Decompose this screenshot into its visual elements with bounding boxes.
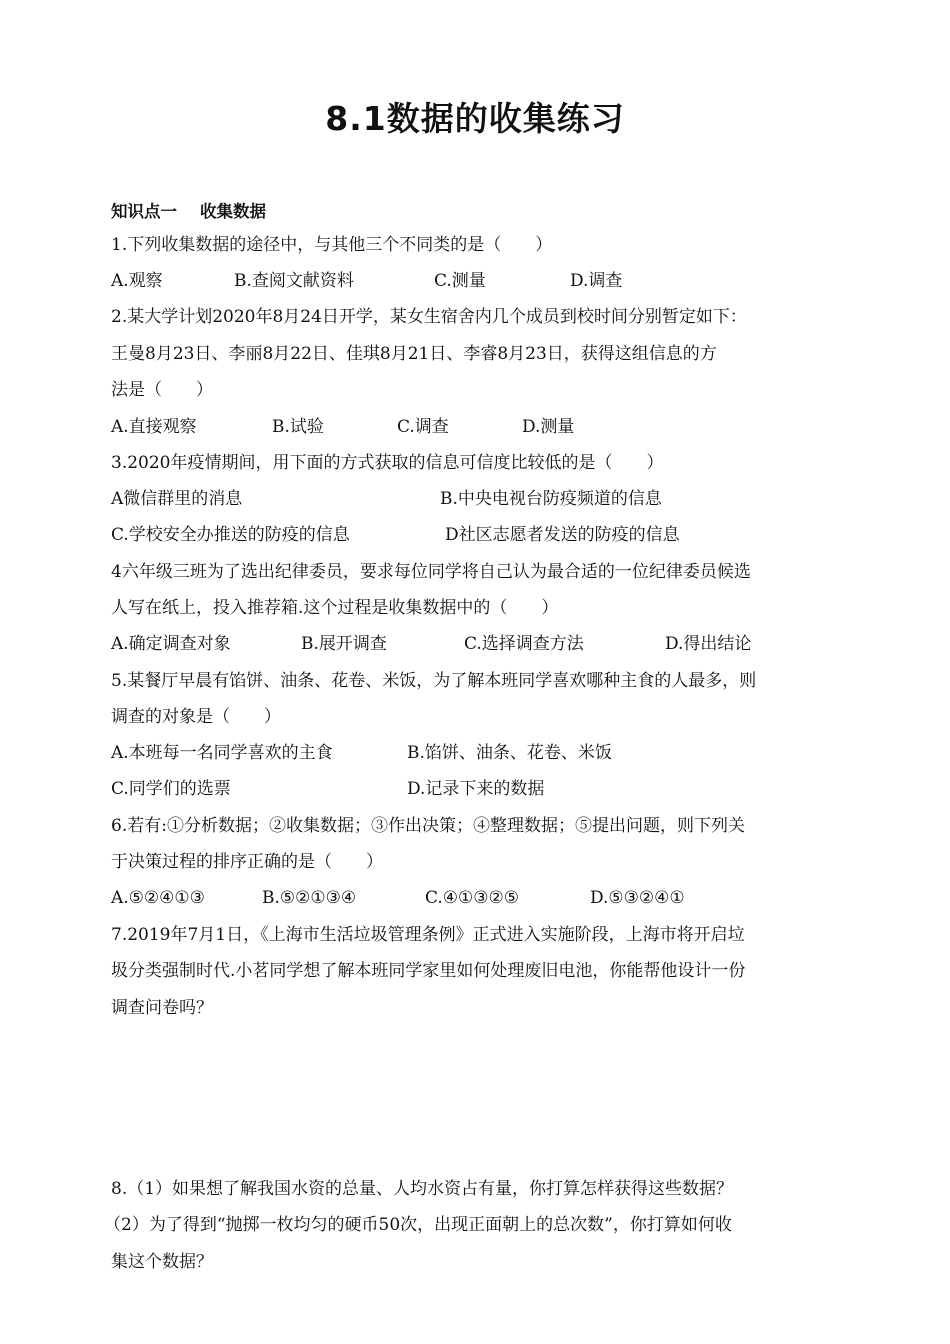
question-2-line-2: 王曼8月23日、李丽8月22日、佳琪8月21日、李睿8月23日，获得这组信息的方 [111,344,717,364]
question-1-stem: 1.下列收集数据的途径中，与其他三个不同类的是（ ） [111,235,553,255]
q4-option-d: D.得出结论 [665,634,752,654]
q2-option-a: A.直接观察 [111,417,197,437]
q1-option-c: C.测量 [434,271,486,291]
question-6-line-2: 于决策过程的排序正确的是（ ） [111,852,383,872]
question-4-line-2: 人写在纸上，投入推荐箱.这个过程是收集数据中的（ ） [111,598,559,618]
question-8-line-1: 8.（1）如果想了解我国水资的总量、人均水资占有量，你打算怎样获得这些数据？ [111,1179,734,1199]
page-title: 8.1数据的收集练习 [325,99,625,138]
question-7-line-2: 圾分类强制时代.小茗同学想了解本班同学家里如何处理废旧电池，你能帮他设计一份 [111,961,746,981]
question-2-line-1: 2.某大学计划2020年8月24日开学，某女生宿舍内几个成员到校时间分别暂定如下： [111,307,747,327]
q2-option-b: B.试验 [272,417,324,437]
q3-option-b: B.中央电视台防疫频道的信息 [440,489,662,509]
q2-option-d: D.测量 [522,417,575,437]
q3-option-d: D社区志愿者发送的防疫的信息 [445,525,680,545]
question-6-line-1: 6.若有:①分析数据；②收集数据；③作出决策；④整理数据；⑤提出问题，则下列关 [111,816,745,836]
section-heading: 知识点一 收集数据 [111,202,266,221]
q4-option-b: B.展开调查 [301,634,387,654]
q6-option-a: A.⑤②④①③ [111,888,205,908]
q6-option-b: B.⑤②①③④ [262,888,357,908]
question-8-line-2: （2）为了得到“抛掷一枚均匀的硬币50次，出现正面朝上的总次数”，你打算如何收 [104,1215,732,1235]
q4-option-a: A.确定调查对象 [111,634,231,654]
q5-option-d: D.记录下来的数据 [407,779,545,799]
q2-option-c: C.调查 [397,417,449,437]
q3-option-a: A微信群里的消息 [111,489,243,509]
q4-option-c: C.选择调查方法 [464,634,584,654]
question-5-line-2: 调查的对象是（ ） [111,707,281,727]
q5-option-c: C.同学们的选票 [111,779,231,799]
question-2-line-3: 法是（ ） [111,380,213,400]
question-8-line-3: 集这个数据？ [111,1252,213,1272]
q3-option-c: C.学校安全办推送的防疫的信息 [111,525,350,545]
q5-option-b: B.馅饼、油条、花卷、米饭 [407,743,612,763]
question-3-stem: 3.2020年疫情期间，用下面的方式获取的信息可信度比较低的是（ ） [111,453,664,473]
q6-option-d: D.⑤③②④① [590,888,685,908]
q1-option-d: D.调查 [570,271,623,291]
question-4-line-1: 4六年级三班为了选出纪律委员，要求每位同学将自己认为最合适的一位纪律委员候选 [111,562,751,582]
question-7-line-3: 调查问卷吗？ [111,998,213,1018]
q1-option-a: A.观察 [111,271,163,291]
question-7-line-1: 7.2019年7月1日，《上海市生活垃圾管理条例》正式进入实施阶段，上海市将开启垃 [111,925,745,945]
question-5-line-1: 5.某餐厅早晨有馅饼、油条、花卷、米饭，为了解本班同学喜欢哪种主食的人最多，则 [111,671,757,691]
q1-option-b: B.查阅文献资料 [234,271,354,291]
q6-option-c: C.④①③②⑤ [425,888,520,908]
q5-option-a: A.本班每一名同学喜欢的主食 [111,743,333,763]
